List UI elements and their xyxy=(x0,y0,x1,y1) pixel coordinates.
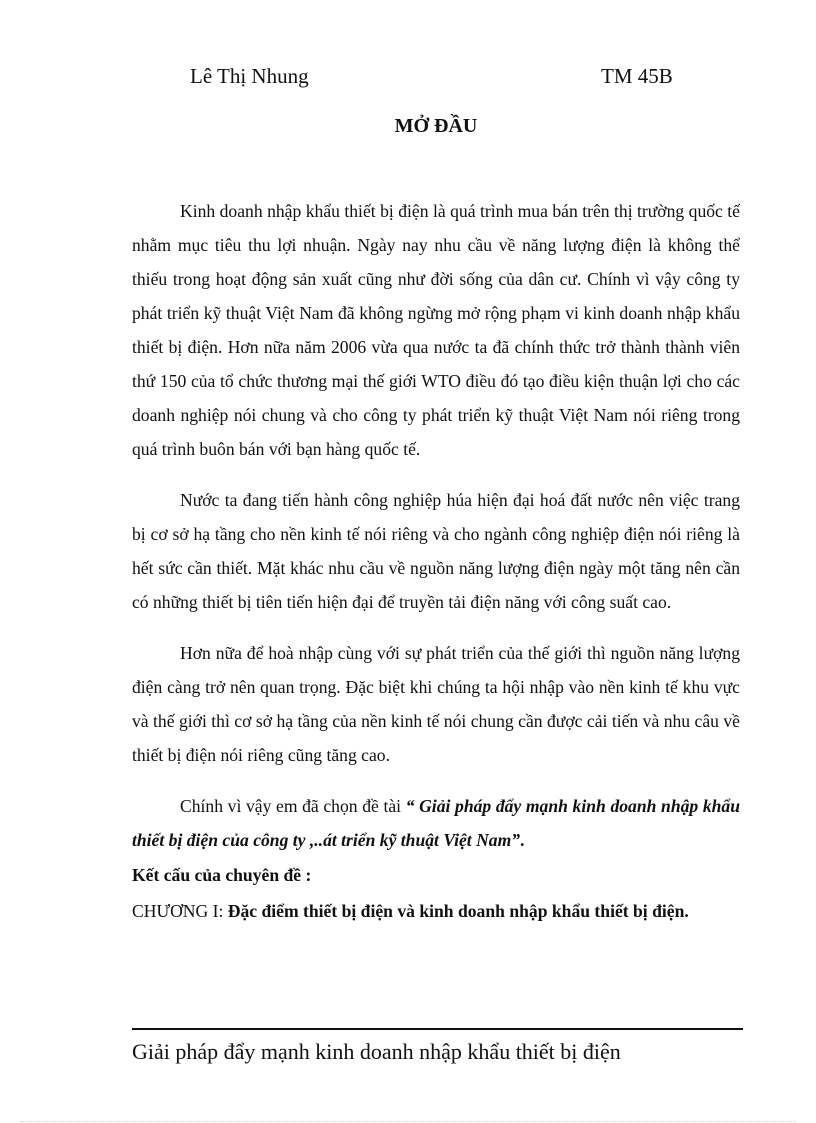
page-title: MỞ ĐẦU xyxy=(394,115,478,137)
footer-running-title: Giải pháp đẩy mạnh kinh doanh nhập khẩu thiết bị điện xyxy=(132,1039,621,1064)
topic-title: “ Giải pháp đẩy mạnh kinh doanh nhập khẩu thiết bị điện của công ty ,..át triển kỹ thuật Việt Nam” xyxy=(132,796,740,850)
paragraph-3: Hơn nữa để hoà nhập cùng với sự phát triển của thế giới thì nguồn năng lượng điện càng trở nên quan trọng. Đặc biệt khi chúng ta hội nhập vào nền kinh tế khu vực và thế giới thì cơ sở hạ tầng của nền kinh tế nói chung cần được cải tiến và nhu câu về thiết bị điện nói riêng cũng tăng cao. xyxy=(132,643,740,765)
structure-label: Kết cấu của chuyên đề : xyxy=(132,865,312,885)
footer-divider xyxy=(132,1028,743,1030)
chapter-prefix: CHƯƠNG I: xyxy=(132,901,228,921)
body-text xyxy=(132,194,740,928)
header-author: Lê Thị Nhung xyxy=(190,64,309,88)
chapter-heading xyxy=(132,894,740,928)
paragraph-4 xyxy=(132,789,740,857)
header-class-code: TM 45B xyxy=(601,64,673,88)
paragraph-2: Nước ta đang tiến hành công nghiệp húa hiện đại hoá đất nước nên việc trang bị cơ sở hạ tầng cho nền kinh tế nói riêng và cho ngành công nghiệp điện nói riêng là hết sức cần thiết. Mặt khác nhu cầu về nguồn năng lượng điện ngày một tăng nên cần có những thiết bị tiên tiến hiện đại để truyền tải điện năng với công suất cao. xyxy=(132,490,740,612)
page-bottom-edge xyxy=(20,1121,796,1122)
paragraph-1: Kinh doanh nhập khẩu thiết bị điện là quá trình mua bán trên thị trường quốc tế nhằm mục tiêu thu lợi nhuận. Ngày nay nhu cầu về năng lượng điện là không thể thiếu trong hoạt động sản xuất cũng như đời sống của dân cư. Chính vì vậy công ty phát triển kỹ thuật Việt Nam đã không ngừng mở rộng phạm vi kinh doanh nhập khẩu thiết bị điện. Hơn nữa năm 2006 vừa qua nước ta đã chính thức trở thành thành viên thứ 150 của tổ chức thương mại thế giới WTO điều đó tạo điều kiện thuận lợi cho các doanh nghiệp nói chung và cho công ty phát triển kỹ thuật Việt Nam nói riêng trong quá trình buôn bán với bạn hàng quốc tế. xyxy=(132,201,740,459)
chapter-title: Đặc điểm thiết bị điện và kinh doanh nhập khẩu thiết bị điện. xyxy=(227,901,689,921)
paragraph-4-end: . xyxy=(520,830,525,850)
paragraph-4-lead: Chính vì vậy em đã chọn đề tài xyxy=(180,796,406,816)
